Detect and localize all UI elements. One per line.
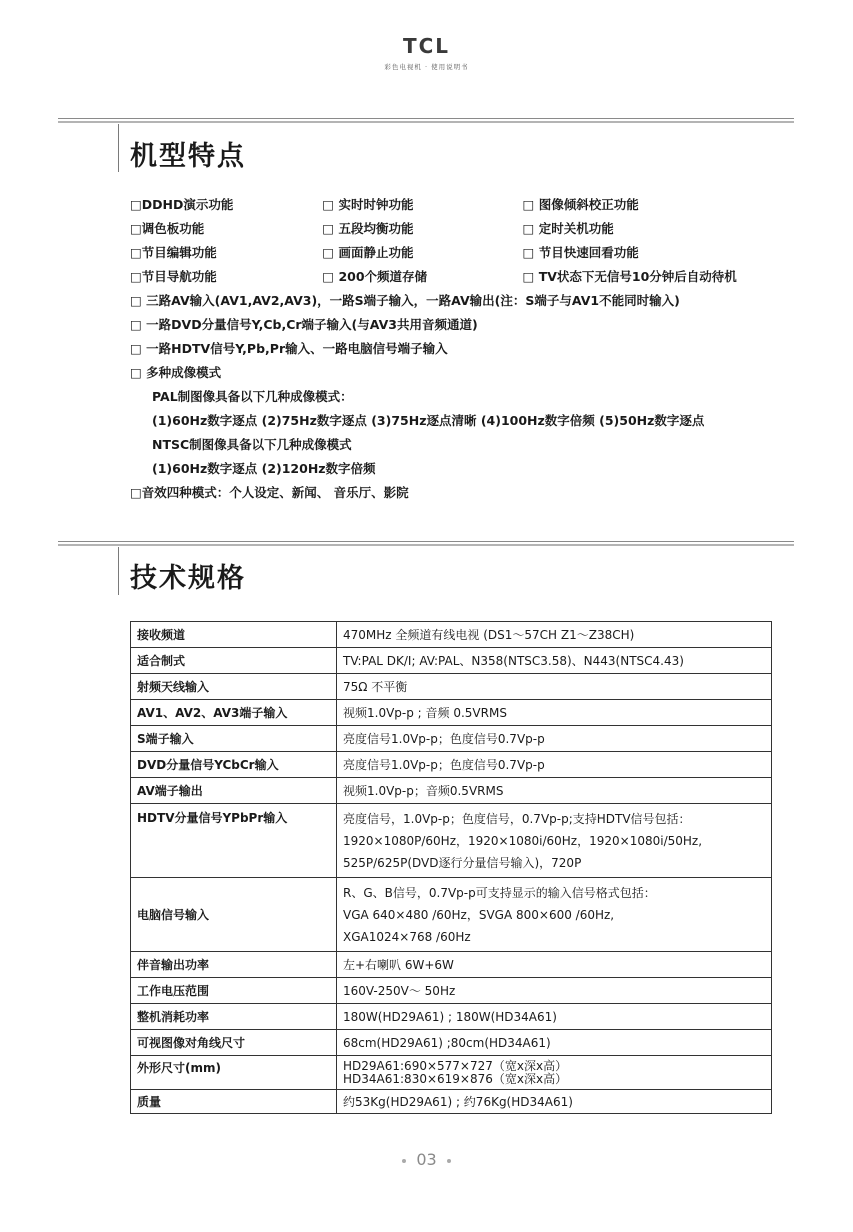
mode-line: PAL制图像具备以下几种成像模式：: [152, 389, 353, 404]
table-row: [131, 1030, 772, 1056]
section-marker: [118, 547, 119, 595]
table-row: [131, 778, 772, 804]
feature-line: □ 一路DVD分量信号Y,Cb,Cr端子输入(与AV3共用音频通道): [130, 317, 478, 332]
spec-key: S端子输入: [131, 726, 337, 752]
spec-key: AV端子输出: [131, 778, 337, 804]
spec-key: 工作电压范围: [131, 978, 337, 1004]
feature-item: □ 实时时钟功能: [322, 197, 414, 212]
feature-item: □ 200个频道存储: [322, 269, 428, 284]
feature-list: [130, 192, 810, 504]
spec-key: 可视图像对角线尺寸: [131, 1030, 337, 1056]
mode-line: (1)60Hz数字逐点 (2)120Hz数字倍频: [152, 461, 376, 476]
section-title-features: 机型特点: [130, 141, 246, 172]
spec-value: 470MHz 全频道有线电视 (DS1～57CH Z1～Z38CH): [337, 622, 772, 648]
page-header: [0, 34, 853, 71]
spec-value: 亮度信号1.0Vp-p；色度信号0.7Vp-p: [337, 752, 772, 778]
section-title-specs: 技术规格: [130, 563, 246, 594]
page-footer: [0, 1150, 853, 1169]
table-row: [131, 1056, 772, 1090]
table-row: [131, 622, 772, 648]
spec-key: 外形尺寸(mm): [131, 1056, 337, 1090]
spec-key: 质量: [131, 1090, 337, 1114]
spec-value: 160V-250V～ 50Hz: [337, 978, 772, 1004]
header-subtitle: 彩色电视机 · 使用说明书: [384, 63, 469, 71]
brand-logo: TCL: [402, 34, 451, 58]
table-row: [131, 1004, 772, 1030]
feature-item: □ 定时关机功能: [522, 221, 614, 236]
feature-item: □ TV状态下无信号10分钟后自动待机: [522, 269, 737, 284]
spec-value: 亮度信号，1.0Vp-p；色度信号，0.7Vp-p;支持HDTV信号包括： 1920×1080P/60Hz，1920×1080i/60Hz，1920×1080i/50Hz, 525P/625P(DVD逐行分量信号输入)，720P: [337, 804, 772, 878]
spec-value: TV:PAL DK/I; AV:PAL、N358(NTSC3.58)、N443(NTSC4.43): [337, 648, 772, 674]
spec-key: 伴音输出功率: [131, 952, 337, 978]
spec-key: 电脑信号输入: [131, 878, 337, 952]
footer-dot: [447, 1159, 451, 1163]
feature-item: □DDHD演示功能: [130, 197, 234, 212]
feature-item: □节目导航功能: [130, 269, 217, 284]
feature-row: [130, 192, 810, 216]
spec-value: 68cm(HD29A61) ;80cm(HD34A61): [337, 1030, 772, 1056]
table-row: [131, 804, 772, 878]
mode-line: NTSC制图像具备以下几种成像模式: [152, 437, 352, 452]
table-row: [131, 700, 772, 726]
feature-row: [130, 240, 810, 264]
spec-value: 180W(HD29A61) ; 180W(HD34A61): [337, 1004, 772, 1030]
table-row: [131, 978, 772, 1004]
spec-value: 视频1.0Vp-p；音频0.5VRMS: [337, 778, 772, 804]
feature-line: □音效四种模式：个人设定、新闻、 音乐厅、影院: [130, 485, 409, 500]
spec-value: HD29A61:690×577×727（宽x深x高） HD34A61:830×619×876（宽x深x高）: [337, 1056, 772, 1090]
spec-key: 接收频道: [131, 622, 337, 648]
feature-line: □ 三路AV输入(AV1,AV2,AV3)，一路S端子输入，一路AV输出(注：S端子与AV1不能同时输入): [130, 293, 680, 308]
spec-table: [130, 621, 772, 1114]
spec-key: HDTV分量信号YPbPr输入: [131, 804, 337, 878]
table-row: [131, 1090, 772, 1114]
spec-value: 视频1.0Vp-p ; 音频 0.5VRMS: [337, 700, 772, 726]
feature-row: [130, 216, 810, 240]
feature-item: □ 五段均衡功能: [322, 221, 414, 236]
feature-item: □调色板功能: [130, 221, 205, 236]
feature-item: □ 图像倾斜校正功能: [522, 197, 639, 212]
feature-line: □ 多种成像模式: [130, 365, 222, 380]
section-divider: [58, 118, 794, 123]
section-divider: [58, 541, 794, 546]
feature-item: □ 节目快速回看功能: [522, 245, 639, 260]
spec-key: AV1、AV2、AV3端子输入: [131, 700, 337, 726]
spec-value: 75Ω 不平衡: [337, 674, 772, 700]
spec-key: DVD分量信号YCbCr输入: [131, 752, 337, 778]
table-row: [131, 726, 772, 752]
spec-key: 射频天线输入: [131, 674, 337, 700]
spec-value: R、G、B信号，0.7Vp-p可支持显示的输入信号格式包括： VGA 640×480 /60Hz，SVGA 800×600 /60Hz, XGA1024×768 /60Hz: [337, 878, 772, 952]
spec-key: 整机消耗功率: [131, 1004, 337, 1030]
table-row: [131, 952, 772, 978]
table-row: [131, 674, 772, 700]
mode-line: (1)60Hz数字逐点 (2)75Hz数字逐点 (3)75Hz逐点清晰 (4)100Hz数字倍频 (5)50Hz数字逐点: [152, 413, 705, 428]
spec-key: 适合制式: [131, 648, 337, 674]
feature-item: □ 画面静止功能: [322, 245, 414, 260]
feature-line: □ 一路HDTV信号Y,Pb,Pr输入、一路电脑信号端子输入: [130, 341, 448, 356]
table-row: [131, 878, 772, 952]
feature-item: □节目编辑功能: [130, 245, 217, 260]
spec-value: 约53Kg(HD29A61) ; 约76Kg(HD34A61): [337, 1090, 772, 1114]
table-row: [131, 752, 772, 778]
section-marker: [118, 124, 119, 172]
page-number: 03: [416, 1150, 437, 1169]
spec-value: 亮度信号1.0Vp-p；色度信号0.7Vp-p: [337, 726, 772, 752]
spec-value: 左+右喇叭 6W+6W: [337, 952, 772, 978]
table-row: [131, 648, 772, 674]
footer-dot: [402, 1159, 406, 1163]
feature-row: [130, 264, 810, 288]
